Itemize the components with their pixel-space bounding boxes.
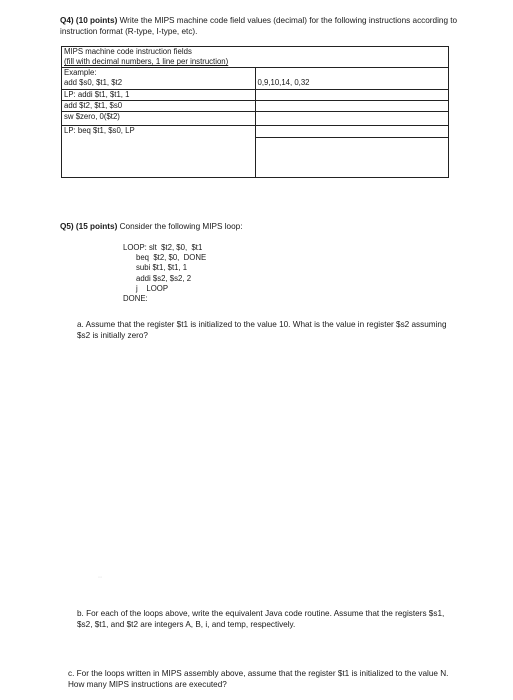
q5-text: Consider the following MIPS loop: [117,222,243,231]
table-row-instr: add $s0, $t1, $t2 [62,78,256,89]
code-line: subi $t1, $t1, 1 [123,263,188,273]
q4-heading: Q4) (10 points) [60,16,118,25]
table-row-instr: add $t2, $t1, $s0 [62,101,256,112]
table-header-title: MIPS machine code instruction fields [62,47,449,58]
table-row-instr: sw $zero, 0($t2) [62,112,256,126]
q5-part-b: b. For each of the loops above, write the equivalent Java code routine. Assume that the registers $s1, $s2, $t1, and $t2 are integers A, B, i, and temp, respectively. [77,609,445,629]
mips-code-block [123,243,206,304]
faint-mark: ◦◦ [98,575,103,581]
table-row-fields[interactable] [255,112,449,126]
table-row-fields[interactable] [255,126,449,138]
q4-text: Write the MIPS machine code field values (decimal) for the following instructions according to instruction format (R-type, I-type, etc). [60,16,458,36]
code-line: LOOP: slt $t2, $0, $t1 [123,243,203,252]
table-empty-cell [62,138,256,178]
q5-part-c: c. For the loops written in MIPS assembly above, assume that the register $t1 is initialized to the value N. How many MIPS instructions are executed? [68,669,449,689]
instruction-fields-table [61,46,449,178]
q5-part-a: a. Assume that the register $t1 is initialized to the value 10. What is the value in register $s2 assuming $s2 is initially zero? [77,320,447,340]
q4-question [60,16,460,37]
q5-heading: Q5) (15 points) [60,222,118,231]
code-line: j LOOP [123,283,169,293]
example-label: Example: [62,68,256,79]
table-row-instr: LP: addi $t1, $t1, 1 [62,89,256,100]
table-header-note: (fill with decimal numbers, 1 line per instruction) [62,57,449,68]
code-line: DONE: [123,294,148,304]
table-row-fields[interactable] [255,89,449,100]
table-row-fields: 0,9,10,14, 0,32 [255,78,449,89]
table-row-fields[interactable] [255,101,449,112]
q5-question [60,222,242,233]
table-row-instr: LP: beq $t1, $s0, LP [62,126,256,138]
code-line: addi $s2, $s2, 2 [123,273,192,283]
table-empty-cell[interactable] [255,138,449,178]
code-line: beq $t2, $0, DONE [123,253,207,263]
